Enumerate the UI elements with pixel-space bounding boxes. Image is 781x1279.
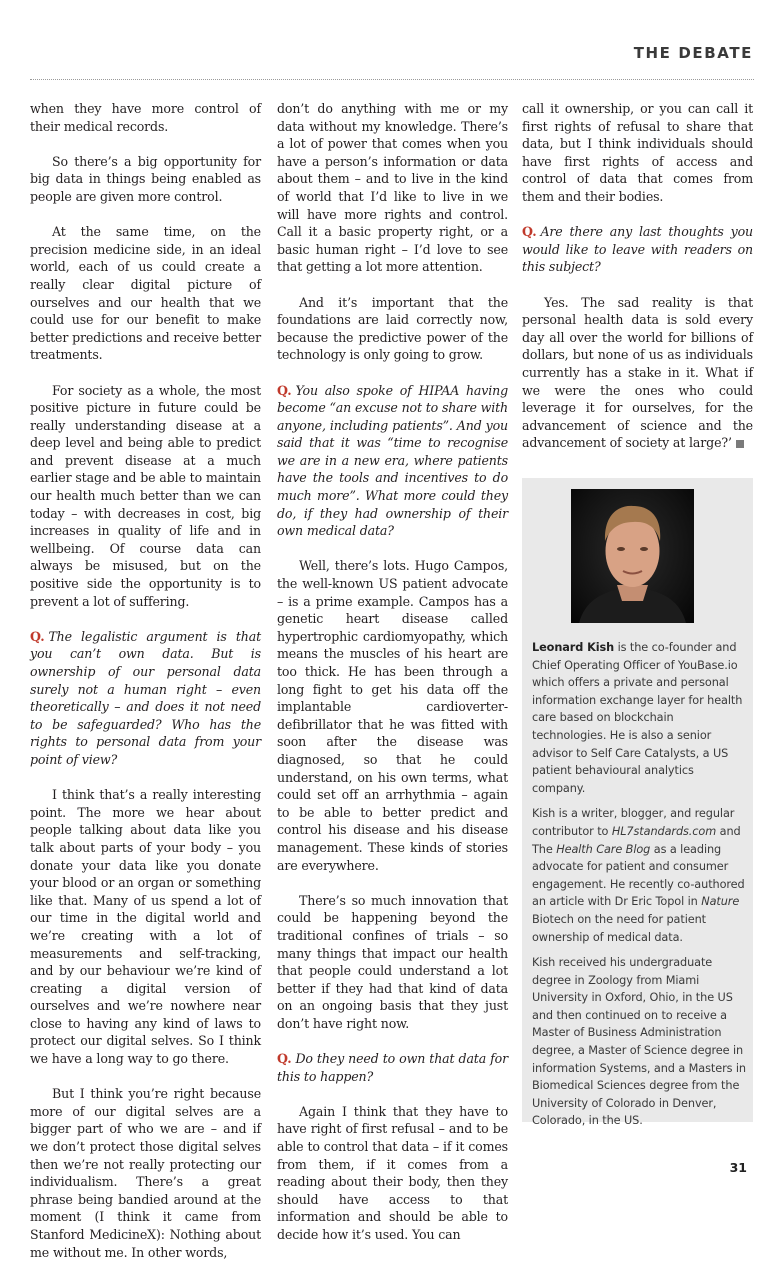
paragraph-text: I think that’s a really interesting point. The more we hear about people talking about data like you talk about parts of your body – you donate your data like you donate your blood or an organ or something like that. Many of us spend a lot of our time in the digital world and we’re creating with a lot of measurements and self-tracking, and by our behaviour we’re kind of creating a digital version of ourselves and we’re nowhere near close to having any kind of laws to protect our digital selves. So I think we have a long way to go there.	[30, 787, 261, 1067]
interview-question	[30, 628, 261, 769]
article-column-1	[30, 100, 261, 1279]
question-marker: Q.	[522, 224, 537, 240]
interview-question	[277, 382, 508, 540]
article-paragraph	[277, 1103, 508, 1244]
question-text: Do they need to own that data for this to happen?	[277, 1051, 508, 1084]
page-number: 31	[729, 1160, 747, 1175]
article-paragraph	[30, 223, 261, 364]
paragraph-text: don’t do anything with me or my data without my knowledge. There’s a lot of power that comes when you have a person’s information or data about them – and to live in the kind of world that I’d like to live in we will have more rights and control. Call it a basic property right, or a basic human right – I’d love to see that getting a lot more attention.	[277, 101, 508, 275]
continued-paragraph	[30, 100, 261, 135]
bio-text-segment: as a leading advocate for patient and consumer engagement. He recently co-authored an article with Dr Eric Topol in	[532, 842, 745, 909]
article-paragraph	[522, 294, 753, 452]
article-paragraph	[277, 294, 508, 364]
question-marker: Q.	[277, 382, 292, 398]
article-end-mark	[736, 440, 744, 448]
bio-publication-name: Nature	[701, 895, 740, 909]
article-paragraph	[30, 382, 261, 611]
bio-paragraph-1	[532, 639, 746, 797]
question-marker: Q.	[30, 628, 45, 644]
paragraph-text: For society as a whole, the most positive picture in future could be really understanding disease at a deep level and being able to predict and prevent disease at a much earlier stage and be able to maintain our health much better than we can today – with decreases in cost, big increases in quality of life and in wellbeing. Of course data can always be misused, but on the positive side the opportunity is to prevent a lot of suffering.	[30, 382, 261, 609]
question-marker: Q.	[277, 1051, 292, 1067]
author-bio-text	[532, 639, 746, 1138]
article-paragraph	[277, 557, 508, 874]
author-bio-box	[522, 478, 753, 1128]
bio-publication-name: HL7standards.com	[611, 824, 717, 838]
paragraph-text: So there’s a big opportunity for big data in things being enabled as people are given more control.	[30, 153, 261, 204]
article-paragraph	[30, 153, 261, 206]
bio-paragraph-3: Kish received his undergraduate degree in Zoology from Miami University in Oxford, Ohio, in the US and then continued on to receive a Master of Business Administration degree, a Master of Science degree in information Systems, and a Masters in Biomedical Sciences degree from the University of Colorado in Denver, Colorado, in the US.	[532, 956, 746, 1128]
author-name: Leonard Kish	[532, 641, 615, 654]
article-column-3	[522, 100, 753, 469]
question-text: You also spoke of HIPAA having become “an excuse not to share with anyone, including patients”. And you said that it was “time to recognise we are in a new era, where patients have the tools and incentives to do much more”. What more could they do, if they had ownership of their own medical data?	[277, 382, 508, 539]
interview-question	[522, 223, 753, 276]
paragraph-text: call it ownership, or you can call it first rights of refusal to share that data, but I think individuals should have first rights of access and control of data that comes from them and their bodies.	[522, 101, 753, 204]
interview-question	[277, 1050, 508, 1085]
paragraph-text: There’s so much innovation that could be happening beyond the traditional confines of trials – so many things that impact our health that people could understand a lot better if they had that kind of data on an ongoing basis that they just don’t have right now.	[277, 892, 508, 1031]
continued-paragraph	[522, 100, 753, 206]
bio-text-segment: Biotech on the need for patient ownership of medical data.	[532, 912, 706, 944]
paragraph-text: At the same time, on the precision medicine side, in an ideal world, each of us could create a really clear digital picture of ourselves and our health that we could use for our benefit to make better predictions and receive better treatments.	[30, 224, 261, 363]
bio-paragraph-2	[532, 805, 746, 946]
article-paragraph	[30, 786, 261, 1068]
bio-publication-name: Health Care Blog	[556, 842, 651, 856]
article-paragraph	[277, 892, 508, 1033]
header-rule	[30, 79, 754, 80]
question-text: The legalistic argument is that you can’t own data. But is ownership of our personal data surely not a human right – even theoretically – and does it not need to be safeguarded? Who has the rights to personal data from your point of view?	[30, 628, 261, 767]
bio-intro-text: is the co-founder and Chief Operating Officer of YouBase.io which offers a private and personal information exchange layer for health care based on blockchain technologies. He is also a senior advisor to Self Care Catalysts, a US patient behavioural analytics company.	[532, 641, 743, 795]
question-text: Are there any last thoughts you would like to leave with readers on this subject?	[522, 224, 753, 275]
author-photo	[571, 489, 694, 623]
bio-text-segment: and The	[532, 824, 741, 856]
section-header: THE DEBATE	[633, 44, 753, 62]
paragraph-text: when they have more control of their medical records.	[30, 101, 261, 134]
paragraph-text: Yes. The sad reality is that personal health data is sold every day all over the world for billions of dollars, but none of us as individuals currently has a stake in it. What if we were the ones who could leverage it for ourselves, for the advancement of science and the advancement of society at large?’	[522, 294, 753, 451]
author-portrait-illustration	[571, 489, 694, 623]
paragraph-text: And it’s important that the foundations are laid correctly now, because the predictive power of the technology is only going to grow.	[277, 294, 508, 363]
continued-paragraph	[277, 100, 508, 276]
article-paragraph	[30, 1085, 261, 1261]
paragraph-text: Well, there’s lots. Hugo Campos, the well-known US patient advocate – is a prime example. Campos has a genetic heart disease called hypertrophic cardiomyopathy, which means the muscles of his heart are too thick. He has been through a long fight to get his data off the implantable cardioverter-defibrillator that he was fitted with soon after the disease was diagnosed, so that he could understand, on his own terms, what could set off an arrhythmia – again to be able to better predict and control his disease and his disease management. These kinds of stories are everywhere.	[277, 558, 508, 873]
bio-text-segment: Kish is a writer, blogger, and regular contributor to	[532, 807, 735, 838]
paragraph-text: But I think you’re right because more of our digital selves are a bigger part of who we are – and if we don’t protect those digital selves then we’re not really protecting our individualism. There’s a great phrase being bandied around at the moment (I think it came from Stanford MedicineX): Nothing about me without me. In other words,	[30, 1086, 261, 1260]
article-column-2	[277, 100, 508, 1261]
paragraph-text: Again I think that they have to have right of first refusal – and to be able to control that data – if it comes from them, if it comes from a reading about their body, then they should have access to that information and should be able to decide how it’s used. You can	[277, 1103, 508, 1242]
